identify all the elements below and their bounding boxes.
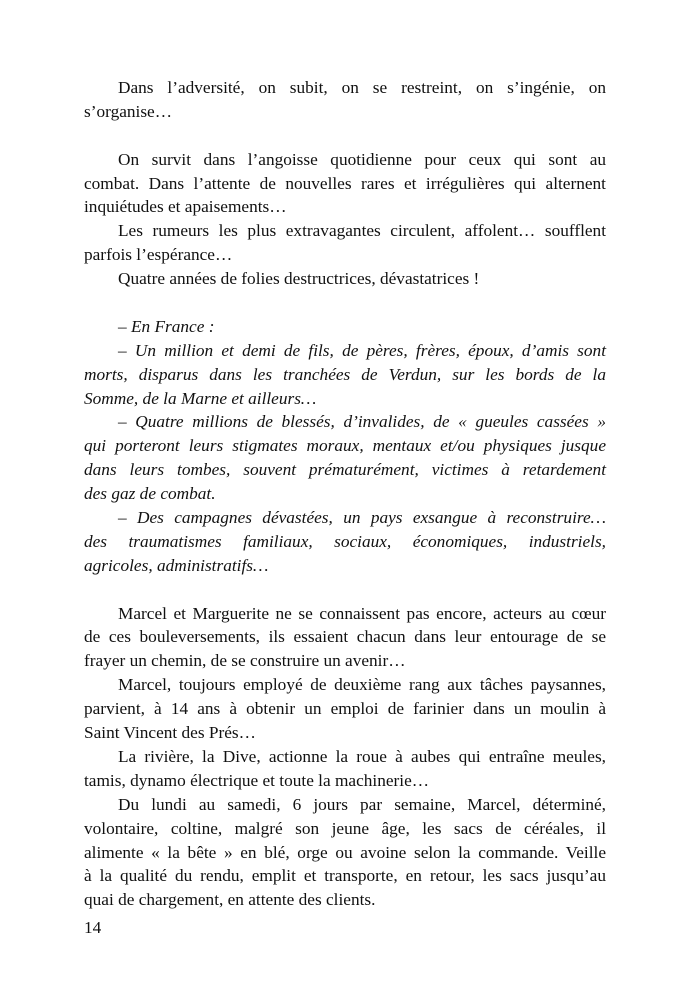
text-line: Somme, de la Marne et ailleurs… (84, 388, 317, 408)
text-line: parfois l’espérance… (84, 245, 233, 265)
text-line: volontaire, coltine, malgré son jeune âge, les sacs de céréales, il (84, 818, 606, 838)
text-line: quai de chargement, en attente des clients. (84, 890, 376, 910)
text-line: de ces bouleversements, ils essaient chacun dans leur entourage de se (84, 627, 606, 647)
text-line: Les rumeurs les plus extravagantes circulent, affolent… soufflent (118, 221, 606, 241)
text-line: Marcel et Marguerite ne se connaissent pas encore, acteurs au cœur (118, 603, 606, 623)
text-line: Du lundi au samedi, 6 jours par semaine, Marcel, déterminé, (118, 794, 606, 814)
text-line: Saint Vincent des Prés… (84, 723, 256, 743)
paragraph (84, 76, 606, 124)
text-line: des gaz de combat. (84, 484, 216, 504)
text-line: frayer un chemin, de se construire un avenir… (84, 651, 406, 671)
text-line: inquiétudes et apaisements… (84, 197, 287, 217)
text-line: – Un million et demi de fils, de pères, frères, époux, d’amis sont (118, 340, 606, 360)
text-line: s’organise… (84, 101, 172, 121)
text-line: qui porteront leurs stigmates moraux, mentaux et/ou physiques jusque (84, 436, 606, 456)
text-line: morts, disparus dans les tranchées de Verdun, sur les bords de la (84, 364, 606, 384)
paragraph (84, 602, 606, 913)
text-line: combat. Dans l’attente de nouvelles rares et irrégulières qui alternent (84, 173, 606, 193)
text-line: La rivière, la Dive, actionne la roue à aubes qui entraîne meules, (118, 746, 606, 766)
text-line: dans leurs tombes, souvent prématurément, victimes à retardement (84, 460, 606, 480)
paragraph (84, 148, 606, 291)
paragraph (84, 315, 606, 578)
text-line: Marcel, toujours employé de deuxième rang aux tâches paysannes, (118, 675, 606, 695)
text-line: à la qualité du rendu, emplit et transporte, en retour, les sacs jusqu’au (84, 866, 606, 886)
text-line: On survit dans l’angoisse quotidienne pour ceux qui sont au (118, 149, 606, 169)
text-line: Dans l’adversité, on subit, on se restreint, on s’ingénie, on (118, 78, 606, 97)
text-line: – Des campagnes dévastées, un pays exsangue à reconstruire… (118, 508, 606, 528)
text-line: parvient, à 14 ans à obtenir un emploi de farinier dans un moulin à (84, 699, 606, 719)
page-number: 14 (84, 918, 102, 937)
text-line: – En France : (118, 316, 215, 336)
text-line: Quatre années de folies destructrices, dévastatrices ! (118, 269, 480, 289)
text-line: agricoles, administratifs… (84, 555, 269, 575)
page-body (84, 76, 606, 936)
text-line: alimente « la bête » en blé, orge ou avoine selon la commande. Veille (84, 842, 606, 862)
text-line: des traumatismes familiaux, sociaux, économiques, industriels, (84, 531, 606, 551)
text-line: tamis, dynamo électrique et toute la machinerie… (84, 770, 430, 790)
text-line: – Quatre millions de blessés, d’invalides, de « gueules cassées » (118, 412, 606, 432)
